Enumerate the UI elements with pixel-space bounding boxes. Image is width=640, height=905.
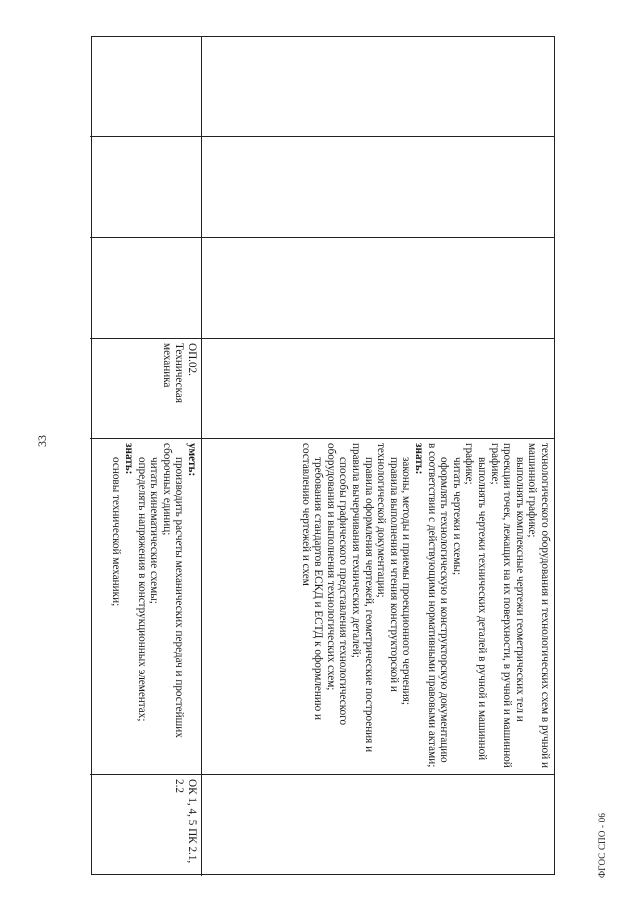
paragraph: оформлять технологическую и конструкторскую документацию в соответствии с действующими нормативными правовыми актами;	[425, 443, 451, 768]
mechanics-cell	[90, 439, 201, 775]
competency-cell-top	[201, 775, 554, 876]
paragraph: правила оформления чертежей, геометрические построения и правила вычерчивания технических деталей;	[350, 443, 375, 753]
paragraph: выполнять комплексные чертежи геометрических тел и проекции точек, лежащих на их поверхности, в ручной и машинной графике;	[488, 443, 526, 768]
skills-cell	[201, 439, 554, 775]
curriculum-table	[91, 36, 555, 875]
empty-cell-b-top	[201, 238, 554, 339]
paragraph: способы графического представления технологического оборудования и выполнения технологических схем;	[324, 443, 350, 726]
discipline-label: ОП.02. Техническая механика	[160, 343, 198, 404]
competency-cell	[90, 775, 201, 876]
empty-cell-c-top	[201, 339, 554, 439]
paragraph: правила выполнения и чтения конструкторской и технологической документации;	[375, 443, 400, 692]
paragraph: знать:	[413, 443, 426, 475]
index-cell-top	[201, 37, 554, 137]
paragraph: уметь:	[186, 443, 198, 477]
empty-cell-b-bottom	[90, 238, 201, 339]
empty-cell-a-bottom	[90, 137, 201, 238]
paragraph: читать кинематические схемы;	[148, 457, 161, 604]
paragraph: технологического оборудования и технологических схем в ручной и машинной графике;	[526, 443, 551, 768]
paragraph: читать чертежи и схемы;	[450, 457, 463, 576]
index-cell-bottom	[90, 37, 201, 137]
paragraph: основы технической механики;	[110, 457, 123, 607]
paragraph: выполнять чертежи технических деталей в ручной и машинной графике;	[463, 443, 489, 761]
paragraph: знать:	[123, 443, 136, 475]
paragraph: производить расчеты механических передач и простейших сборочных единиц;	[160, 443, 186, 738]
paragraph: законы, методы и приемы проекционного черчения;	[400, 457, 413, 705]
competency-codes: ОК 1, 4, 5 ПК 2.1, 2.2	[173, 779, 198, 864]
empty-cell-a-top	[201, 137, 554, 238]
footer-label: ФГОС СПО - 06	[597, 812, 607, 878]
paragraph: определять напряжения в конструкционных элементах;	[135, 457, 148, 722]
paragraph: требования стандартов ЕСКД и ЕСТД к оформлению и составлению чертежей и схем	[299, 443, 325, 721]
page-number: 33	[35, 435, 49, 447]
discipline-cell	[90, 339, 201, 439]
